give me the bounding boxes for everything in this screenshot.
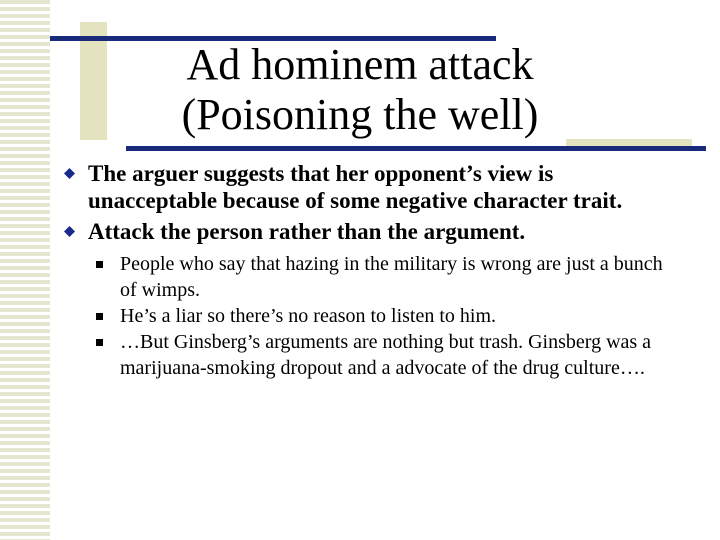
sub-bullet-text: He’s a liar so there’s no reason to listen to him.	[120, 305, 497, 327]
bullet-text: The arguer suggests that her opponent’s view is unacceptable because of some negative character trait.	[88, 161, 623, 213]
sub-bullet-item	[94, 251, 682, 303]
decorative-navy-rule-bottom	[126, 146, 706, 151]
bullet-item	[62, 160, 682, 214]
sub-bullet-item	[94, 329, 682, 381]
slide-title	[130, 40, 590, 140]
sub-bullet-text: People who say that hazing in the military is wrong are just a bunch of wimps.	[120, 253, 663, 301]
decorative-striped-margin	[0, 0, 50, 540]
decorative-olive-bar-horizontal	[566, 139, 692, 146]
bullet-list	[62, 160, 682, 381]
square-bullet-icon	[96, 339, 103, 346]
slide-title-line-1: Ad hominem attack	[186, 40, 534, 89]
sub-bullet-text: …But Ginsberg’s arguments are nothing but trash. Ginsberg was a marijuana-smoking dropout and a advocate of the drug culture….	[120, 331, 652, 379]
sub-bullet-item	[94, 303, 682, 329]
diamond-bullet-icon	[64, 226, 75, 237]
square-bullet-icon	[96, 313, 103, 320]
bullet-text: Attack the person rather than the argument.	[88, 219, 526, 244]
square-bullet-icon	[96, 261, 103, 268]
slide-title-line-2: (Poisoning the well)	[181, 90, 539, 139]
diamond-bullet-icon	[64, 168, 75, 179]
sub-bullet-list	[94, 251, 682, 381]
bullet-item	[62, 218, 682, 245]
